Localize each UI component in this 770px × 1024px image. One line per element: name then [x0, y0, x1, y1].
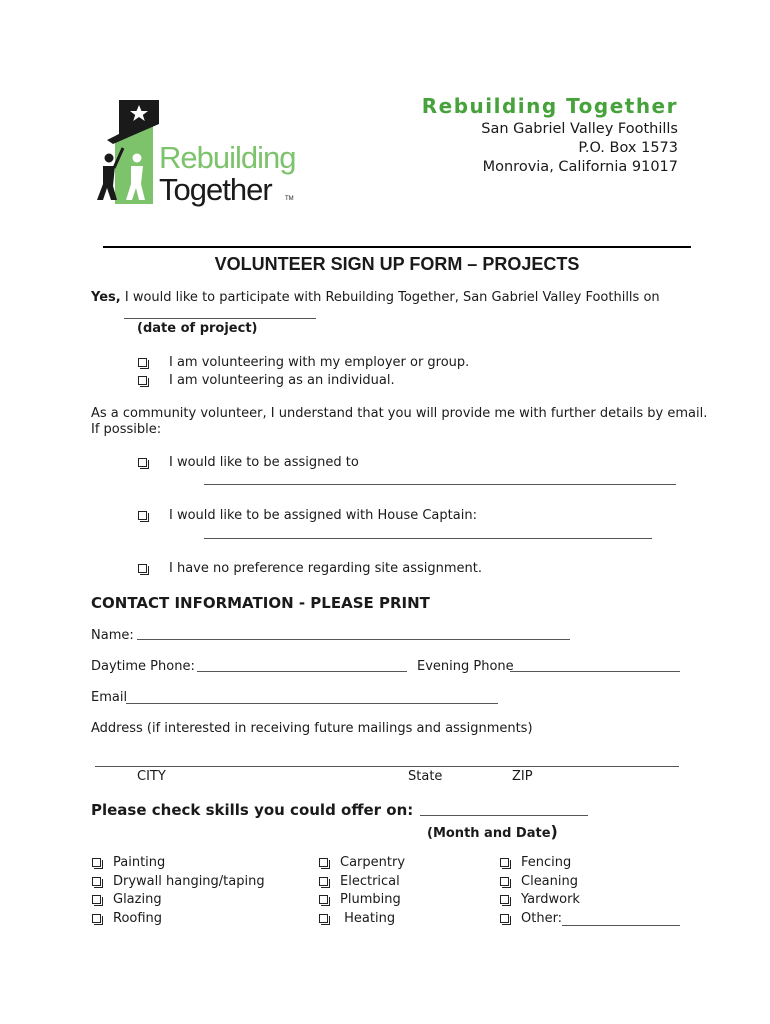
checkbox[interactable] [92, 895, 101, 904]
skills-date-paren: ) [550, 822, 558, 841]
contact-heading: CONTACT INFORMATION - PLEASE PRINT [91, 594, 430, 612]
skills-date-text: (Month and Date [427, 826, 551, 841]
assigned-to-checkbox[interactable] [138, 458, 147, 467]
house-captain-checkbox[interactable] [138, 511, 147, 520]
logo-text-bottom: Together [159, 172, 272, 207]
intro-line [91, 290, 660, 305]
skill-label: Cleaning [521, 874, 578, 889]
skill-electrical[interactable] [319, 874, 400, 889]
person-icon-2 [133, 154, 142, 163]
address-line-1: San Gabriel Valley Foothills [481, 121, 678, 137]
org-name: Rebuilding Together [421, 94, 678, 118]
skill-label: Yardwork [521, 892, 580, 907]
assigned-to-input[interactable] [204, 472, 676, 485]
checkbox[interactable] [319, 895, 328, 904]
name-label: Name: [91, 628, 134, 643]
community-note-1: As a community volunteer, I understand that you will provide me with further details by email. [91, 406, 708, 421]
option-no-preference[interactable] [138, 561, 482, 576]
skill-yardwork[interactable] [500, 892, 580, 907]
checkbox[interactable] [500, 877, 509, 886]
house-captain-label: I would like to be assigned with House Captain: [169, 508, 477, 523]
skill-heating[interactable] [319, 911, 395, 926]
skill-label: Electrical [340, 874, 400, 889]
skill-painting[interactable] [92, 855, 165, 870]
checkbox[interactable] [319, 858, 328, 867]
logo-graphic [95, 96, 315, 212]
skill-label: Glazing [113, 892, 162, 907]
address-input[interactable] [95, 754, 679, 767]
date-of-project-label: (date of project) [137, 321, 258, 336]
logo-tm: TM [285, 196, 294, 202]
logo-text-top: Rebuilding [159, 140, 296, 175]
header-divider [103, 246, 691, 248]
skill-drywall[interactable] [92, 874, 265, 889]
skill-label: Roofing [113, 911, 163, 926]
skill-label: Plumbing [340, 892, 401, 907]
skill-label: Other: [521, 911, 563, 926]
individual-checkbox[interactable] [138, 376, 147, 385]
person-icon [105, 154, 114, 163]
employer-checkbox[interactable] [138, 358, 147, 367]
logo [95, 96, 315, 212]
skills-date-input[interactable] [420, 803, 588, 816]
intro-yes: Yes, [91, 290, 121, 305]
name-input[interactable] [137, 627, 570, 640]
no-preference-label: I have no preference regarding site assignment. [169, 561, 483, 576]
project-date-input[interactable] [124, 306, 316, 319]
email-label: Email [91, 690, 128, 705]
individual-label: I am volunteering as an individual. [169, 373, 395, 388]
address-line-3: Monrovia, California 91017 [482, 159, 678, 175]
house-captain-input[interactable] [204, 526, 652, 539]
skill-roofing[interactable] [92, 911, 162, 926]
address-label: Address (if interested in receiving future mailings and assignments) [91, 721, 533, 736]
option-house-captain[interactable] [138, 508, 477, 523]
checkbox[interactable] [500, 914, 509, 923]
daytime-phone-input[interactable] [197, 659, 407, 672]
intro-text: I would like to participate with Rebuilding Together, San Gabriel Valley Foothills on [124, 290, 660, 305]
daytime-phone-label: Daytime Phone: [91, 659, 195, 674]
skill-label: Drywall hanging/taping [113, 874, 265, 889]
community-note-2: If possible: [91, 422, 162, 437]
assigned-to-label: I would like to be assigned to [169, 455, 359, 470]
option-assigned-to[interactable] [138, 455, 359, 470]
form-title: VOLUNTEER SIGN UP FORM – PROJECTS [214, 254, 580, 274]
zip-label: ZIP [512, 769, 533, 784]
checkbox[interactable] [319, 877, 328, 886]
checkbox[interactable] [92, 858, 101, 867]
skill-label: Fencing [521, 855, 572, 870]
skill-label: Heating [340, 911, 396, 926]
skill-cleaning[interactable] [500, 874, 578, 889]
skill-plumbing[interactable] [319, 892, 401, 907]
option-employer[interactable] [138, 355, 469, 370]
skill-other[interactable] [500, 911, 562, 926]
option-individual[interactable] [138, 373, 395, 388]
checkbox[interactable] [92, 914, 101, 923]
no-preference-checkbox[interactable] [138, 564, 147, 573]
checkbox[interactable] [500, 895, 509, 904]
checkbox[interactable] [92, 877, 101, 886]
state-label: State [408, 769, 443, 784]
city-label: CITY [137, 769, 166, 784]
email-input[interactable] [126, 691, 498, 704]
address-line-2: P.O. Box 1573 [578, 140, 678, 156]
skill-fencing[interactable] [500, 855, 571, 870]
evening-phone-input[interactable] [510, 659, 680, 672]
employer-label: I am volunteering with my employer or group. [169, 355, 470, 370]
skill-label: Painting [113, 855, 166, 870]
skill-label: Carpentry [340, 855, 406, 870]
checkbox[interactable] [319, 914, 328, 923]
skill-carpentry[interactable] [319, 855, 405, 870]
evening-phone-label: Evening Phone [417, 659, 514, 674]
skills-heading: Please check skills you could offer on: [91, 801, 414, 819]
skill-glazing[interactable] [92, 892, 162, 907]
other-skill-input[interactable] [562, 913, 680, 926]
skills-date-label [427, 822, 558, 841]
checkbox[interactable] [500, 858, 509, 867]
